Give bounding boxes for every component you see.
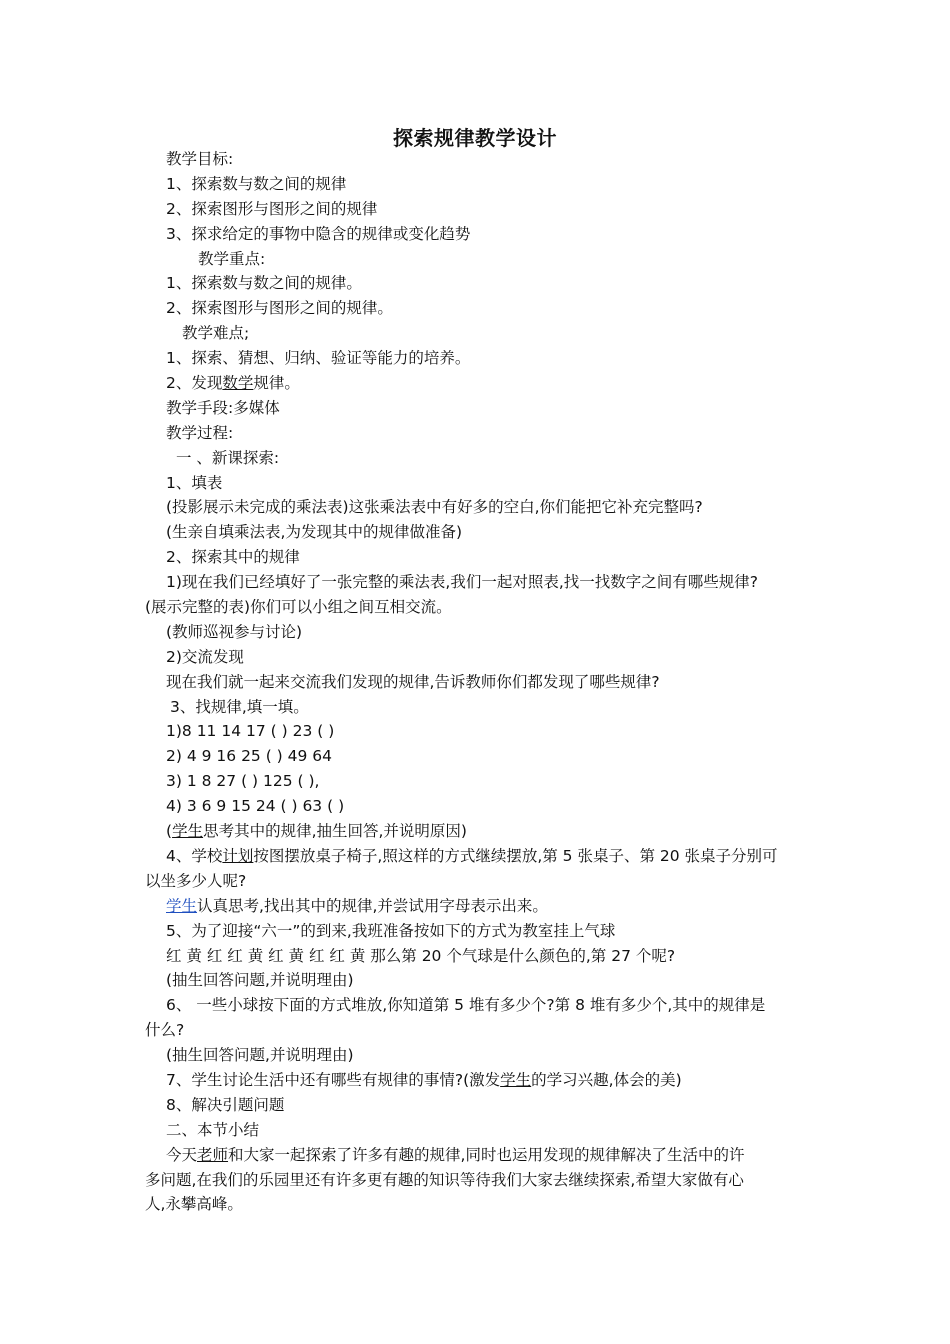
underlined-term: 计划 (222, 846, 254, 865)
paragraph: 红 黄 红 红 黄 红 黄 红 红 黄 那么第 20 个气球是什么颜色的,第 27 个呢? (166, 946, 676, 965)
difficulty-item: 1、探索、猜想、归纳、验证等能力的培养。 (166, 349, 471, 368)
key-point-item: 2、探索图形与图形之间的规律。 (166, 299, 393, 318)
goal-item: 2、探索图形与图形之间的规律 (166, 199, 378, 218)
text-run: 规律。 (253, 374, 300, 393)
text-run: 今天 (166, 1145, 198, 1164)
paragraph (145, 894, 815, 919)
paragraph: (抽生回答问题,并说明理由) (166, 971, 354, 990)
underlined-term: 数学 (222, 374, 254, 393)
goal-item: 1、探索数与数之间的规律 (166, 174, 347, 193)
paragraph: (抽生回答问题,并说明理由) (166, 1046, 354, 1065)
document-title: 探索规律教学设计 (393, 126, 557, 150)
paragraph: (投影展示未完成的乘法表)这张乘法表中有好多的空白,你们能把它补充完整吗? (166, 498, 703, 517)
step-heading (145, 844, 815, 869)
step-heading (145, 1068, 815, 1093)
document-body (145, 147, 815, 1217)
text-run: 4、学校 (166, 846, 223, 865)
key-point-item: 1、探索数与数之间的规律。 (166, 274, 362, 293)
step-heading: 6、 一些小球按下面的方式堆放,你知道第 5 堆有多少个?第 8 堆有多少个,其中的规律是 (166, 996, 766, 1015)
student-link[interactable]: 学生 (166, 896, 198, 915)
underlined-term: 老师 (197, 1145, 229, 1164)
paragraph: 以坐多少人呢? (145, 871, 247, 890)
paragraph (145, 1143, 815, 1168)
step-heading: 8、解决引题问题 (166, 1095, 285, 1114)
goal-item: 3、探求给定的事物中隐含的规律或变化趋势 (166, 224, 471, 243)
text-run: 7、学生讨论生活中还有哪些有规律的事情?(激发 (166, 1070, 501, 1089)
text-run: 2、发现 (166, 374, 223, 393)
paragraph: (展示完整的表)你们可以小组之间互相交流。 (145, 598, 452, 617)
key-points-heading: 教学重点: (198, 249, 266, 268)
difficulty-item (145, 371, 815, 396)
sequence-item: 1)8 11 14 17 ( ) 23 ( ) (166, 722, 335, 741)
text-run: ( (166, 822, 173, 841)
goals-heading: 教学目标: (166, 150, 234, 168)
paragraph: 多问题,在我们的乐园里还有许多更有趣的知识等待我们大家去继续探索,希望大家做有心 (145, 1170, 744, 1189)
difficulties-heading: 教学难点; (182, 324, 250, 343)
paragraph: (教师巡视参与讨论) (166, 622, 303, 641)
paragraph: 2)交流发现 (166, 647, 244, 666)
text-run: 认真思考,找出其中的规律,并尝试用字母表示出来。 (197, 896, 548, 915)
paragraph: 什么? (145, 1021, 185, 1040)
paragraph: 人,永攀高峰。 (145, 1195, 243, 1214)
text-run: 思考其中的规律,抽生回答,并说明原因) (203, 822, 467, 841)
underlined-term: 学生 (172, 822, 204, 841)
teaching-means: 教学手段:多媒体 (166, 398, 280, 417)
paragraph (145, 819, 815, 844)
step-heading: 5、为了迎接“六一”的到来,我班准备按如下的方式为教室挂上气球 (166, 921, 616, 940)
step-heading: 2、探索其中的规律 (166, 548, 300, 567)
step-heading: 3、找规律,填一填。 (170, 697, 309, 716)
section-heading: 二、本节小结 (166, 1120, 260, 1139)
paragraph: (生亲自填乘法表,为发现其中的规律做准备) (166, 523, 463, 542)
step-heading: 1、填表 (166, 473, 223, 492)
sequence-item: 2) 4 9 16 25 ( ) 49 64 (166, 747, 333, 766)
sequence-item: 3) 1 8 27 ( ) 125 ( ), (166, 772, 320, 791)
paragraph: 现在我们就一起来交流我们发现的规律,告诉教师你们都发现了哪些规律? (166, 672, 660, 691)
paragraph: 1)现在我们已经填好了一张完整的乘法表,我们一起对照表,找一找数字之间有哪些规律? (166, 573, 758, 592)
section-heading: 一 、新课探索: (176, 448, 280, 467)
sequence-item: 4) 3 6 9 15 24 ( ) 63 ( ) (166, 797, 345, 816)
text-run: 按图摆放桌子椅子,照这样的方式继续摆放,第 5 张桌子、第 20 张桌子分别可 (253, 846, 778, 865)
process-heading: 教学过程: (166, 423, 234, 442)
text-run: 的学习兴趣,体会的美) (531, 1070, 682, 1089)
underlined-term: 学生 (500, 1070, 532, 1089)
text-run: 和大家一起探索了许多有趣的规律,同时也运用发现的规律解决了生活中的许 (228, 1145, 745, 1164)
